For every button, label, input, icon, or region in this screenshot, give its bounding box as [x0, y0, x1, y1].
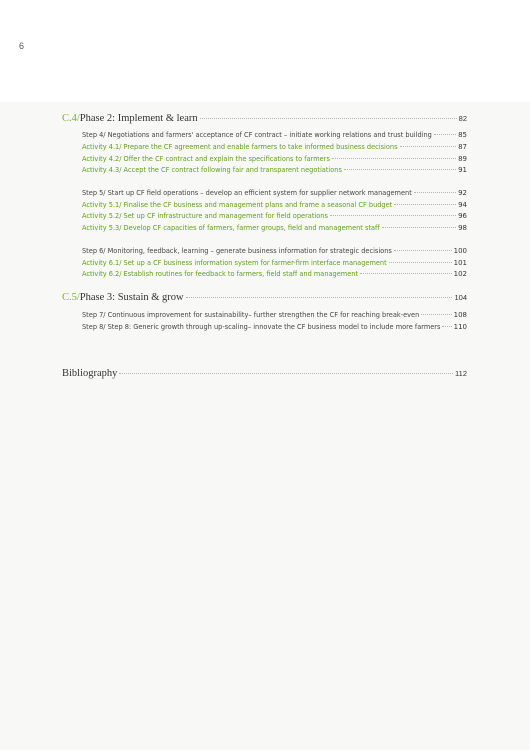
- page-ref: 100: [453, 247, 467, 255]
- page-ref: 87: [458, 143, 467, 151]
- dot-leader: [186, 297, 453, 298]
- toc-activity-4-3[interactable]: [82, 166, 467, 174]
- toc-activity-4-2[interactable]: [82, 155, 467, 163]
- entry-title: Activity 6.2/ Establish routines for feedback to farmers, field staff and management: [82, 270, 359, 278]
- page-ref: 112: [455, 369, 467, 378]
- dot-leader: [389, 262, 452, 263]
- page-ref: 110: [453, 323, 467, 331]
- toc-section-c5[interactable]: [62, 292, 467, 303]
- section-prefix: C.5/: [62, 292, 80, 303]
- section-title: Phase 2: Implement & learn: [79, 113, 198, 124]
- page-ref: 104: [454, 293, 467, 302]
- page-ref: 102: [453, 270, 467, 278]
- entry-title: Activity 5.1/ Finalise the CF business and management plans and frame a seasonal CF budget: [82, 201, 393, 209]
- dot-leader: [330, 215, 456, 216]
- entry-title: Activity 6.1/ Set up a CF business information system for farmer-firm interface management: [82, 259, 387, 267]
- dot-leader: [414, 192, 456, 193]
- dot-leader: [434, 134, 456, 135]
- toc-step-6[interactable]: [82, 247, 467, 255]
- page-ref: 98: [458, 224, 467, 232]
- dot-leader: [421, 314, 451, 315]
- page-ref: 101: [453, 259, 467, 267]
- toc-panel: [0, 102, 530, 750]
- entry-title: Activity 4.1/ Prepare the CF agreement and enable farmers to take informed business decisions: [82, 143, 398, 151]
- dot-leader: [360, 273, 452, 274]
- page-ref: 85: [458, 131, 467, 139]
- toc-step-7[interactable]: [82, 311, 467, 319]
- toc-bibliography[interactable]: [62, 368, 467, 379]
- dot-leader: [344, 169, 456, 170]
- toc-activity-5-2[interactable]: [82, 212, 467, 220]
- page-ref: 89: [458, 155, 467, 163]
- toc-activity-6-2[interactable]: [82, 270, 467, 278]
- page-number: 6: [19, 41, 25, 51]
- entry-title: Step 6/ Monitoring, feedback, learning – generate business information for strategic decisions: [82, 247, 392, 255]
- toc-activity-5-3[interactable]: [82, 224, 467, 232]
- entry-title: Step 8/ Step 8: Generic growth through up-scaling– innovate the CF business model to include more farmers: [82, 323, 441, 331]
- section-title: Phase 3: Sustain & grow: [79, 292, 184, 303]
- entry-title: Step 7/ Continuous improvement for sustainability– further strengthen the CF for reaching break-even: [82, 311, 420, 319]
- page-ref: 92: [458, 189, 467, 197]
- toc-activity-4-1[interactable]: [82, 143, 467, 151]
- toc-step-5[interactable]: [82, 189, 467, 197]
- page-ref: 108: [453, 311, 467, 319]
- dot-leader: [394, 250, 452, 251]
- entry-title: Activity 4.2/ Offer the CF contract and explain the specifications to farmers: [82, 155, 330, 163]
- dot-leader: [382, 227, 456, 228]
- entry-title: Activity 5.3/ Develop CF capacities of farmers, farmer groups, field and management staff: [82, 224, 380, 232]
- page-ref: 91: [458, 166, 467, 174]
- page-ref: 96: [458, 212, 467, 220]
- entry-title: Step 4/ Negotiations and farmers' acceptance of CF contract – initiate working relations and trust building: [82, 131, 432, 139]
- dot-leader: [200, 118, 457, 119]
- page-ref: 94: [458, 201, 467, 209]
- page-ref: 82: [458, 114, 467, 123]
- toc-section-c4[interactable]: [62, 113, 467, 124]
- toc-step-8[interactable]: [82, 323, 467, 331]
- entry-title: Activity 4.3/ Accept the CF contract following fair and transparent negotiations: [82, 166, 342, 174]
- toc-step-4[interactable]: [82, 131, 467, 139]
- entry-title: Step 5/ Start up CF field operations – develop an efficient system for supplier network management: [82, 189, 412, 197]
- dot-leader: [119, 373, 453, 374]
- section-prefix: C.4/: [62, 113, 80, 124]
- dot-leader: [332, 158, 456, 159]
- dot-leader: [394, 204, 456, 205]
- toc-activity-5-1[interactable]: [82, 201, 467, 209]
- toc-activity-6-1[interactable]: [82, 259, 467, 267]
- bibliography-title: Bibliography: [62, 368, 118, 379]
- entry-title: Activity 5.2/ Set up CF infrastructure and management for field operations: [82, 212, 328, 220]
- dot-leader: [400, 146, 457, 147]
- dot-leader: [442, 326, 451, 327]
